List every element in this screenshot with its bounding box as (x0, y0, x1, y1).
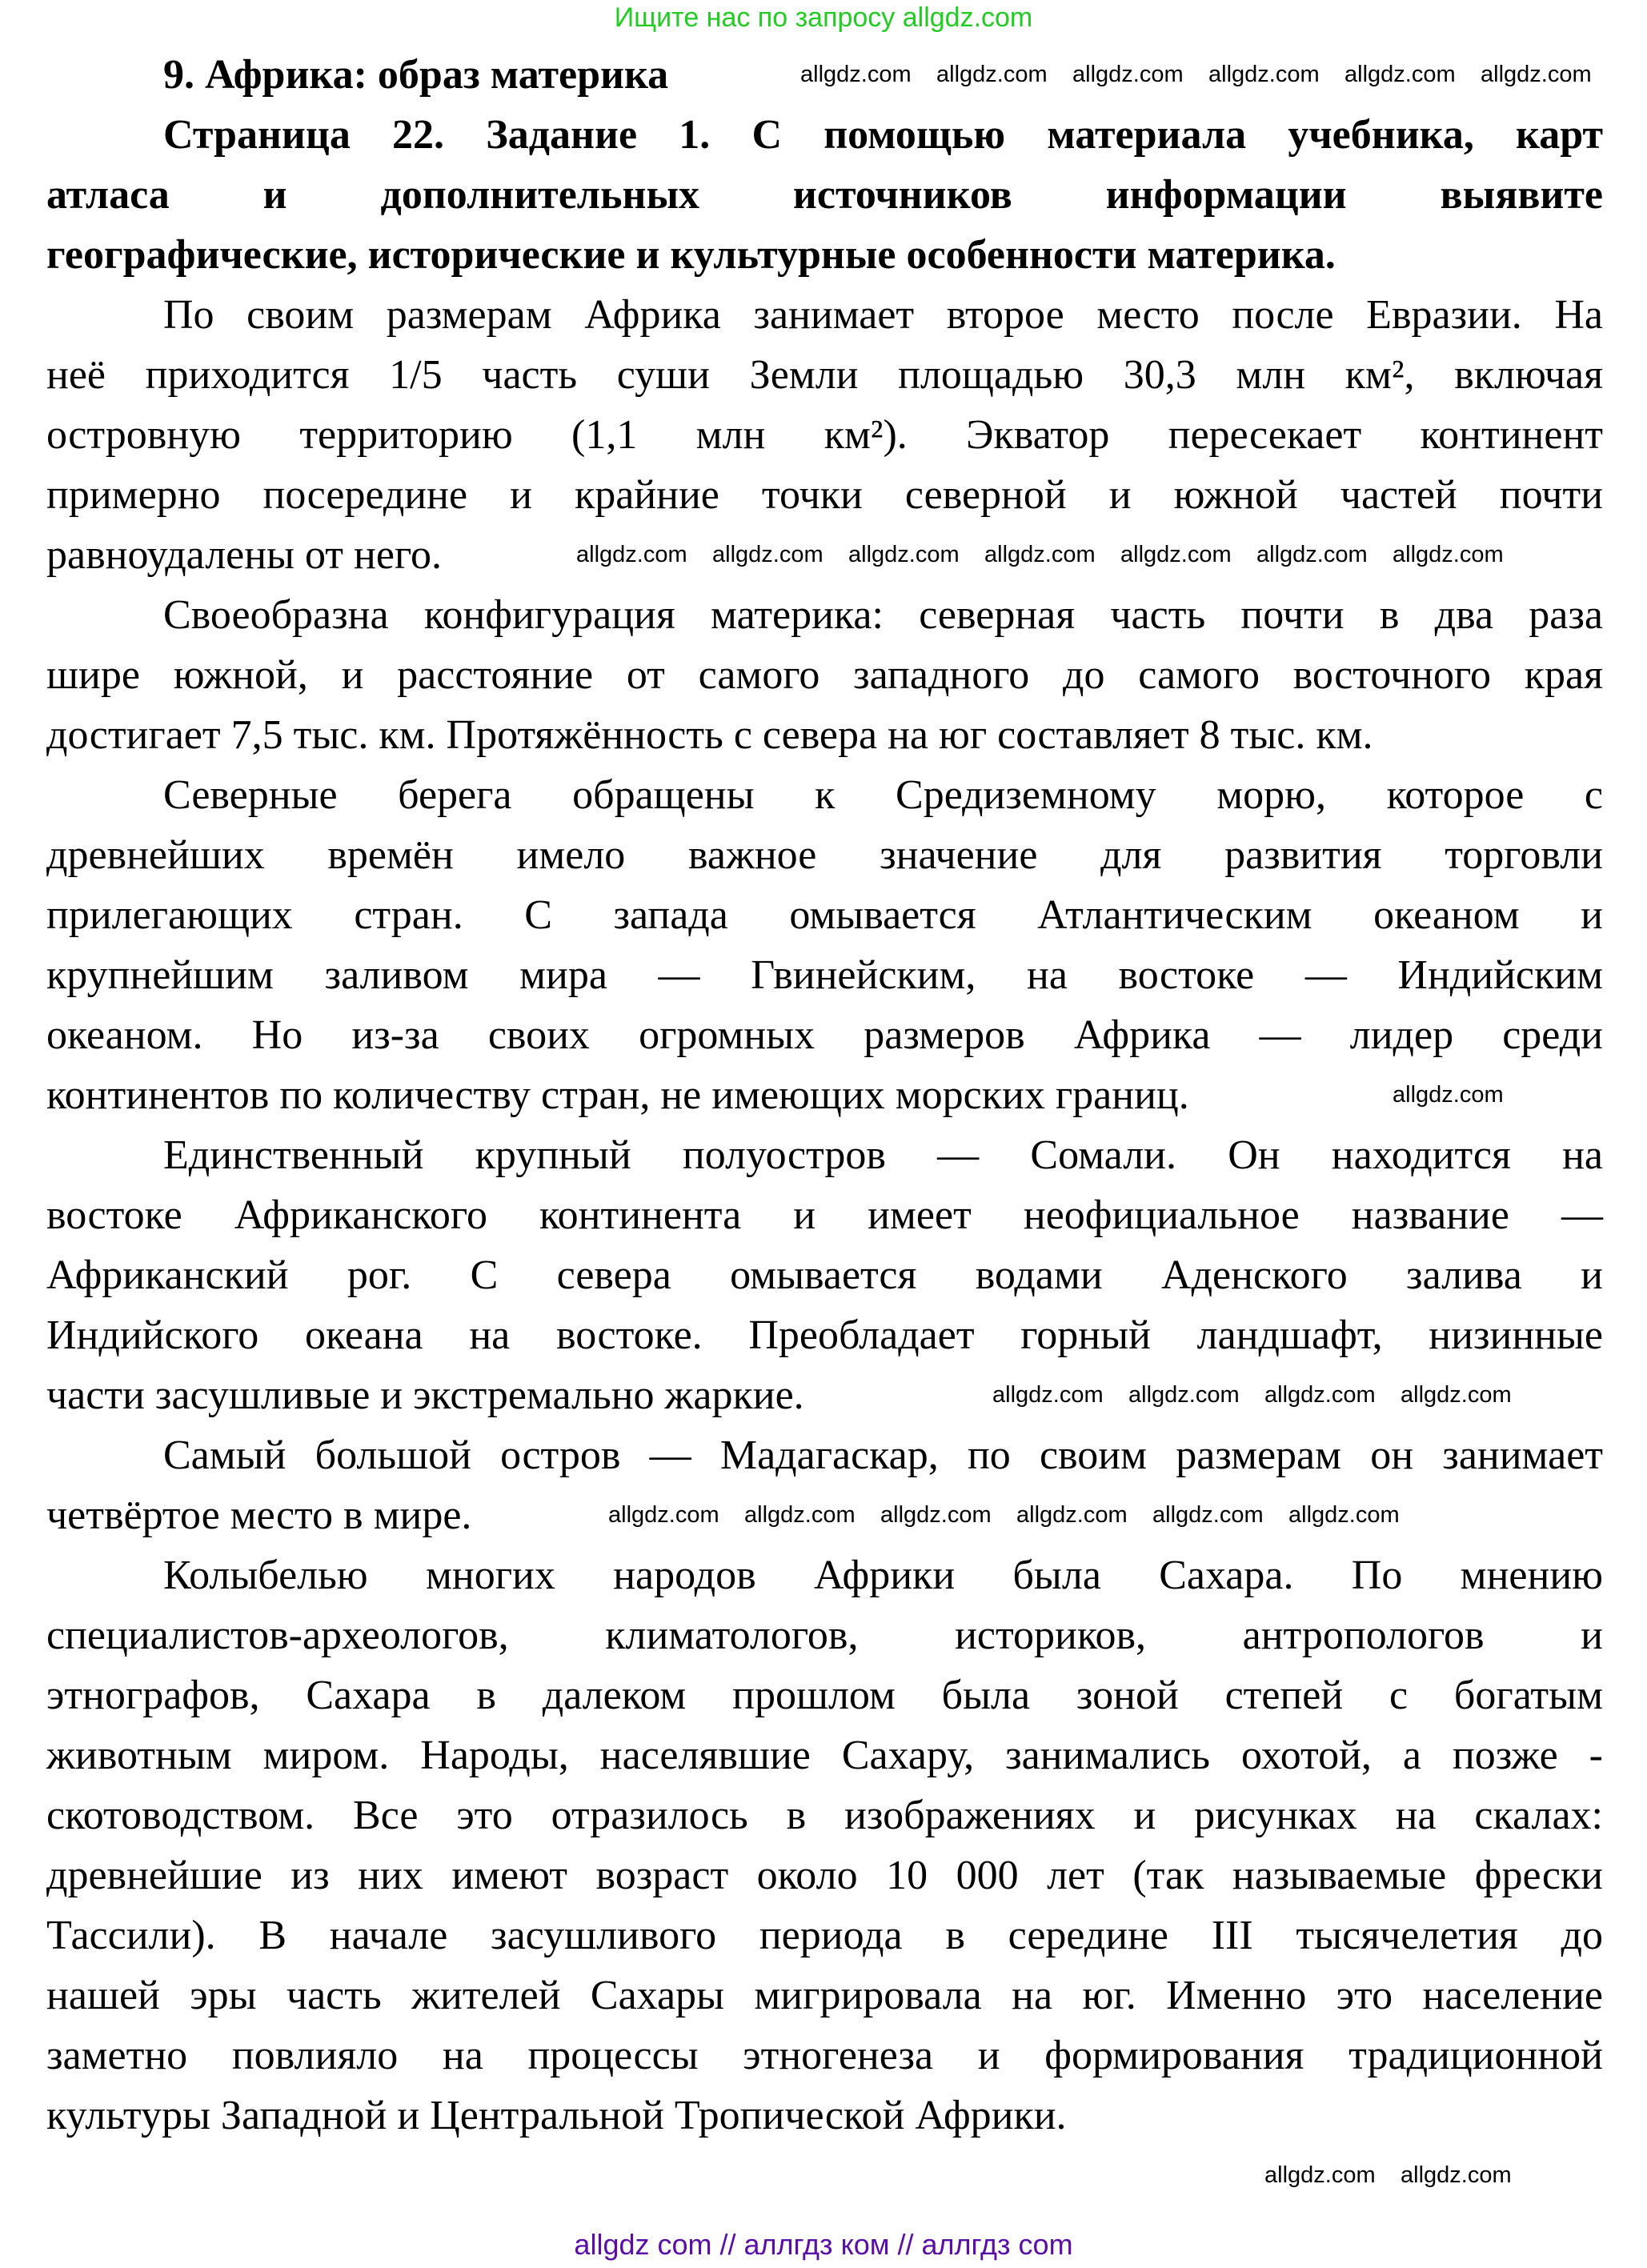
watermark: allgdz.com (992, 1382, 1104, 1408)
watermark: allgdz.com (712, 542, 824, 567)
text-line: континентов по количеству стран, не имеющих морских границ. (46, 1072, 1189, 1118)
watermark: allgdz.com (1128, 1382, 1240, 1408)
text-line: этнографов, Сахара в далеком прошлом была зоной степей с богатым (46, 1673, 1603, 1718)
text-line: достигает 7,5 тыс. км. Протяжённость с севера на юг составляет 8 тыс. км. (46, 712, 1373, 758)
text-line: древнейших времён имело важное значение для развития торговли (46, 832, 1603, 878)
watermark: allgdz.com (1264, 2162, 1376, 2188)
watermark: allgdz.com (880, 1502, 992, 1528)
watermark: allgdz.com (848, 542, 960, 567)
watermark: allgdz.com (1401, 1382, 1512, 1408)
text-line: специалистов-археологов, климатологов, историков, антропологов и (46, 1613, 1603, 1658)
paragraph (46, 585, 1603, 765)
text-line: океаном. Но из-за своих огромных размеров Африка — лидер среди (46, 1012, 1603, 1058)
text-line: части засушливые и экстремально жаркие. (46, 1372, 804, 1418)
text-line: древнейшие из них имеют возраст около 10 000 лет (так называемые фрески (46, 1853, 1603, 1898)
task-line: Страница 22. Задание 1. С помощью материала учебника, карт (163, 112, 1603, 158)
section-title: 9. Африка: образ материка (163, 52, 669, 98)
text-line: Колыбелью многих народов Африки была Сахара. По мнению (163, 1553, 1603, 1598)
text-line: животным миром. Народы, населявшие Сахару, занимались охотой, а позже - (46, 1733, 1603, 1778)
watermark: allgdz.com (1152, 1502, 1264, 1528)
paragraph (46, 1125, 1603, 1425)
watermark: allgdz.com (1393, 542, 1504, 567)
text-line: равноудалены от него. (46, 532, 442, 578)
watermark: allgdz.com (608, 1502, 719, 1528)
text-line: Северные берега обращены к Средиземному морю, которое с (163, 772, 1603, 818)
text-line: нашей эры часть жителей Сахары мигрировала на юг. Именно это население (46, 1973, 1603, 2018)
watermark: allgdz.com (1072, 62, 1184, 87)
text-line: прилегающих стран. С запада омывается Атлантическим океаном и (46, 892, 1603, 938)
watermark: allgdz.com (1208, 62, 1320, 87)
paragraph (46, 1545, 1603, 2146)
watermark: allgdz.com (744, 1502, 856, 1528)
text-line: скотоводством. Все это отразилось в изображениях и рисунках на скалах: (46, 1793, 1603, 1838)
watermark: allgdz.com (576, 542, 687, 567)
watermark: allgdz.com (936, 62, 1048, 87)
task-line: географические, исторические и культурные особенности материка. (46, 232, 1336, 278)
header-watermark: Ищите нас по запросу allgdz.com (614, 2, 1033, 33)
text-line: примерно посередине и крайние точки северной и южной частей почти (46, 472, 1603, 518)
watermark: allgdz.com (984, 542, 1096, 567)
document-body (46, 45, 1603, 2146)
watermark: allgdz.com (1288, 1502, 1400, 1528)
text-line: Самый большой остров — Мадагаскар, по своим размерам он занимает (163, 1433, 1603, 1478)
watermark: allgdz.com (1481, 62, 1592, 87)
watermark: allgdz.com (1016, 1502, 1128, 1528)
answer-paragraphs (46, 285, 1603, 2146)
task-line: атласа и дополнительных источников информации выявите (46, 172, 1603, 218)
text-line: Индийского океана на востоке. Преобладает горный ландшафт, низинные (46, 1312, 1603, 1358)
text-line: заметно повлияло на процессы этногенеза и формирования традиционной (46, 2033, 1603, 2078)
text-line: островную территорию (1,1 млн км²). Экватор пересекает континент (46, 412, 1603, 458)
footer-watermark: allgdz com // аллгдз ком // аллгдз com (574, 2228, 1073, 2261)
text-line: культуры Западной и Центральной Тропической Африки. (46, 2093, 1067, 2138)
watermark: allgdz.com (1256, 542, 1368, 567)
watermark: allgdz.com (1120, 542, 1232, 567)
text-line: крупнейшим заливом мира — Гвинейским, на востоке — Индийским (46, 952, 1603, 998)
watermark: allgdz.com (1264, 1382, 1376, 1408)
watermark: allgdz.com (1401, 2162, 1512, 2188)
watermark: allgdz.com (1344, 62, 1456, 87)
text-line: востоке Африканского континента и имеет неофициальное название — (46, 1192, 1603, 1238)
text-line: четвёртое место в мире. (46, 1493, 472, 1538)
watermark: allgdz.com (800, 62, 912, 87)
text-line: Своеобразна конфигурация материка: северная часть почти в два раза (163, 592, 1603, 638)
text-line: неё приходится 1/5 часть суши Земли площадью 30,3 млн км², включая (46, 352, 1603, 398)
text-line: По своим размерам Африка занимает второе место после Евразии. На (163, 292, 1603, 338)
text-line: Африканский рог. С севера омывается водами Аденского залива и (46, 1252, 1603, 1298)
paragraph (46, 285, 1603, 585)
watermark: allgdz.com (1393, 1082, 1504, 1108)
text-line: Тассили). В начале засушливого периода в середине III тысячелетия до (46, 1913, 1603, 1958)
text-line: шире южной, и расстояние от самого западного до самого восточного края (46, 652, 1603, 698)
text-line: Единственный крупный полуостров — Сомали. Он находится на (163, 1132, 1603, 1178)
paragraph (46, 765, 1603, 1125)
